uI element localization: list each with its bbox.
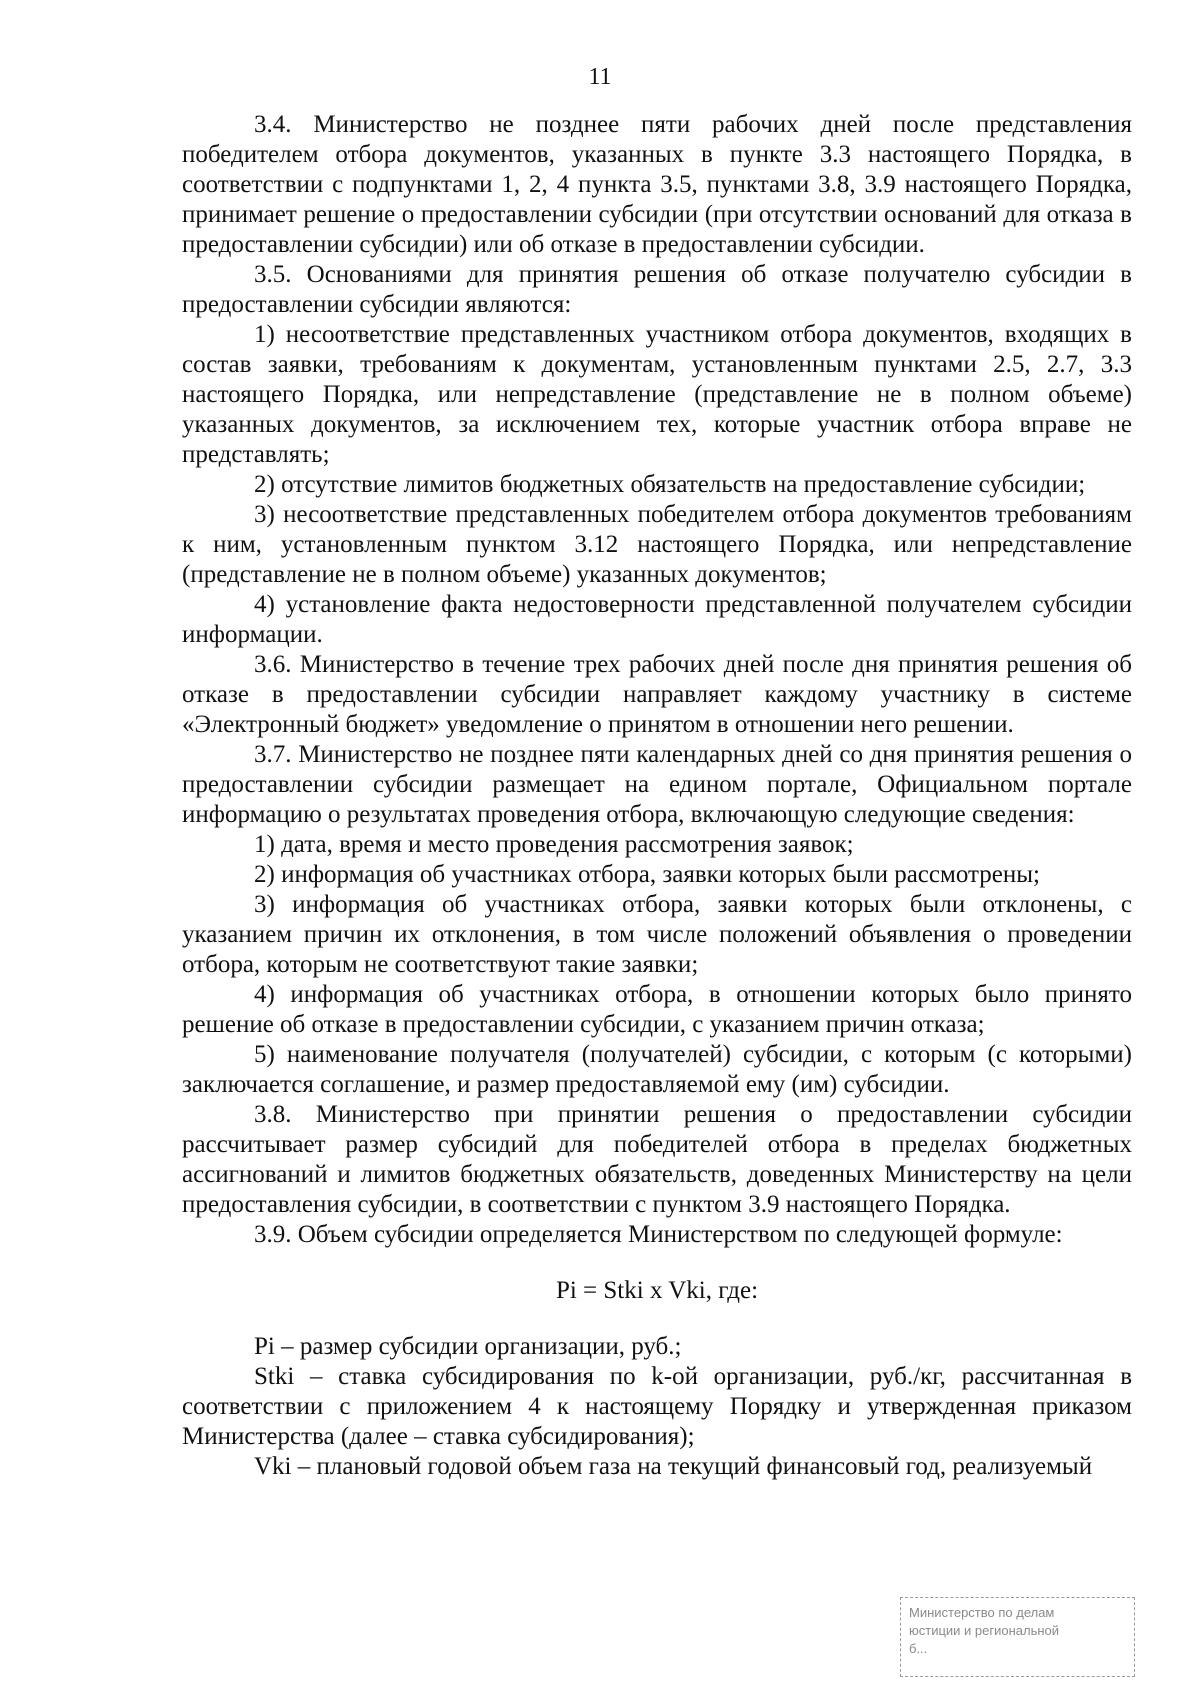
list-item-3-7-1: 1) дата, время и место проведения рассмотрения заявок; bbox=[254, 831, 854, 858]
paragraph-3-6: 3.6. Министерство в течение трех рабочих дней после дня принятия решения об отказе в предоставлении субсидии направляет каждому участнику в системе «Электронный бюджет» уведомление о принятом в отношении него решении. bbox=[182, 651, 1132, 738]
paragraph-3-5: 3.5. Основаниями для принятия решения об отказе получателю субсидии в предоставлении субсидии являются: bbox=[182, 261, 1132, 318]
paragraph-3-4: 3.4. Министерство не позднее пяти рабочих дней после представления победителем отбора документов, указанных в пункте 3.3 настоящего Порядка, в соответствии с подпунктами 1, 2, 4 пункта 3.5, пунктами 3.8, 3.9 настоящего Порядка, принимает решение о предоставлении субсидии (при отсутствии оснований для отказа в предоставлении субсидии) или об отказе в предоставлении субсидии. bbox=[182, 111, 1132, 258]
list-item-3-7-2: 2) информация об участниках отбора, заявки которых были рассмотрены; bbox=[254, 861, 1040, 888]
stamp-line-3: б... bbox=[909, 1641, 928, 1656]
list-item-3-7-3: 3) информация об участниках отбора, заявки которых были отклонены, с указанием причин их отклонения, в том числе положений объявления о проведении отбора, которым не соответствуют такие заявки; bbox=[182, 891, 1132, 978]
list-item-3-5-4: 4) установление факта недостоверности представленной получателем субсидии информации. bbox=[182, 591, 1132, 648]
list-item-3-5-1: 1) несоответствие представленных участником отбора документов, входящих в состав заявки, требованиям к документам, установленным пунктами 2.5, 2.7, 3.3 настоящего Порядка, или непредставление (представление не в полном объеме) указанных документов, за исключением тех, которые участник отбора вправе не представлять; bbox=[182, 321, 1132, 468]
definition-pi: Pi – размер субсидии организации, руб.; bbox=[254, 1333, 682, 1360]
list-item-3-5-2: 2) отсутствие лимитов бюджетных обязательств на предоставление субсидии; bbox=[254, 471, 1086, 498]
document-body bbox=[182, 110, 1132, 1482]
paragraph-3-8: 3.8. Министерство при принятии решения о предоставлении субсидии рассчитывает размер субсидий для победителей отбора в пределах бюджетных ассигнований и лимитов бюджетных обязательств, доведенных Министерству на цели предоставления субсидии, в соответствии с пунктом 3.9 настоящего Порядка. bbox=[182, 1101, 1132, 1218]
paragraph-3-7: 3.7. Министерство не позднее пяти календарных дней со дня принятия решения о предоставлении субсидии размещает на едином портале, Официальном портале информацию о результатах проведения отбора, включающую следующие сведения: bbox=[182, 741, 1132, 828]
list-item-3-7-5: 5) наименование получателя (получателей) субсидии, с которым (с которыми) заключается соглашение, и размер предоставляемой ему (им) субсидии. bbox=[182, 1041, 1132, 1098]
stamp-line-1: Министерство по делам bbox=[909, 1605, 1055, 1620]
paragraph-3-9: 3.9. Объем субсидии определяется Министерством по следующей формуле: bbox=[254, 1221, 1063, 1248]
list-item-3-7-4: 4) информация об участниках отбора, в отношении которых было принято решение об отказе в предоставлении субсидии, с указанием причин отказа; bbox=[182, 981, 1132, 1038]
definition-vki: Vki – плановый годовой объем газа на текущий финансовый год, реализуемый bbox=[254, 1453, 1093, 1480]
page-number: 11 bbox=[588, 64, 612, 90]
list-item-3-5-3: 3) несоответствие представленных победителем отбора документов требованиям к ним, установленным пунктом 3.12 настоящего Порядка, или непредставление (представление не в полном объеме) указанных документов; bbox=[182, 501, 1132, 588]
subsidy-formula: Pi = Stki x Vki, где: bbox=[555, 1277, 759, 1304]
stamp-line-2: юстиции и региональной bbox=[909, 1623, 1060, 1638]
registration-stamp bbox=[900, 1597, 1135, 1677]
definition-stki: Stki – ставка субсидирования по k-ой организации, руб./кг, рассчитанная в соответствии с приложением 4 к настоящему Порядку и утвержденная приказом Министерства (далее – ставка субсидирования); bbox=[182, 1363, 1132, 1450]
